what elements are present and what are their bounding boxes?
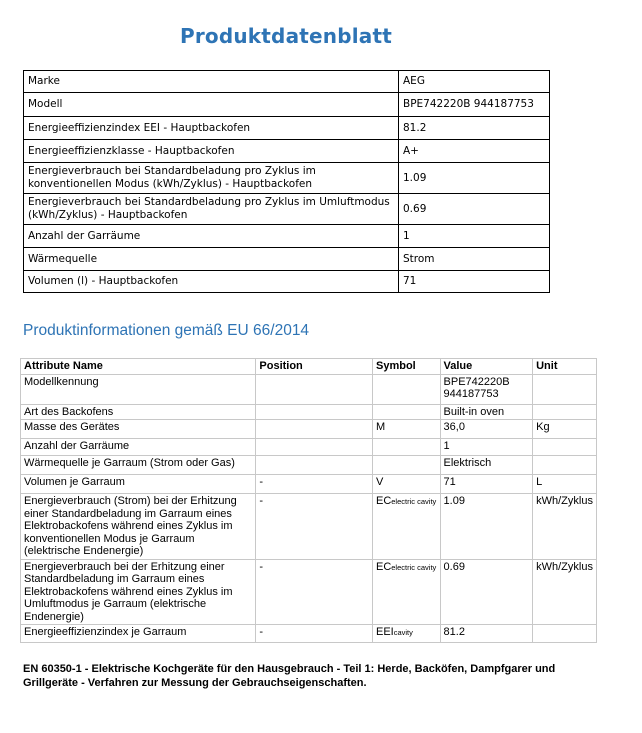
attribute-position bbox=[256, 439, 373, 456]
header-symbol: Symbol bbox=[372, 359, 440, 375]
attribute-symbol bbox=[372, 439, 440, 456]
header-attribute-name: Attribute Name bbox=[21, 359, 256, 375]
row-value: A+ bbox=[399, 140, 550, 163]
table-row bbox=[21, 404, 597, 420]
attribute-unit bbox=[533, 456, 597, 475]
attribute-position bbox=[256, 456, 373, 475]
attribute-name: Energieverbrauch bei der Erhitzung einer Standardbeladung im Garraum eines Elektrobackofens während eines Zyklus im Umluftmodus je Garraum (elektrische Endenergie) bbox=[21, 559, 256, 625]
table-row bbox=[21, 559, 597, 625]
attribute-unit: Kg bbox=[533, 420, 597, 439]
row-label: Energieverbrauch bei Standardbeladung pro Zyklus im Umluftmodus (kWh/Zyklus) - Hauptbackofen bbox=[24, 194, 399, 225]
attribute-unit bbox=[533, 404, 597, 420]
page-title: Produktdatenblatt bbox=[179, 24, 393, 48]
table-row bbox=[24, 93, 550, 117]
row-label: Marke bbox=[24, 71, 399, 93]
table-row bbox=[24, 248, 550, 271]
row-value: AEG bbox=[399, 71, 550, 93]
attribute-value: BPE742220B 944187753 bbox=[440, 374, 533, 404]
attribute-symbol bbox=[372, 404, 440, 420]
attribute-symbol: M bbox=[372, 420, 440, 439]
attribute-value: Built-in oven bbox=[440, 404, 533, 420]
product-sheet-table bbox=[23, 70, 550, 293]
row-label: Modell bbox=[24, 93, 399, 117]
row-label: Energieeffizienzindex EEI - Hauptbackofen bbox=[24, 117, 399, 140]
row-value: BPE742220B 944187753 bbox=[399, 93, 550, 117]
attribute-position bbox=[256, 420, 373, 439]
attribute-unit bbox=[533, 439, 597, 456]
row-value: 0.69 bbox=[399, 194, 550, 225]
section-heading: Produktinformationen gemäß EU 66/2014 bbox=[23, 322, 310, 339]
table-row bbox=[21, 475, 597, 494]
table-row bbox=[21, 420, 597, 439]
table-row bbox=[21, 494, 597, 560]
table-row bbox=[24, 140, 550, 163]
row-label: Energieeffizienzklasse - Hauptbackofen bbox=[24, 140, 399, 163]
attribute-name: Anzahl der Garräume bbox=[21, 439, 256, 456]
attribute-unit: L bbox=[533, 475, 597, 494]
row-value: 71 bbox=[399, 271, 550, 293]
attribute-value: 81.2 bbox=[440, 625, 533, 643]
row-value: 1.09 bbox=[399, 163, 550, 194]
attribute-value: 1 bbox=[440, 439, 533, 456]
row-value: Strom bbox=[399, 248, 550, 271]
attribute-value: 71 bbox=[440, 475, 533, 494]
attribute-position bbox=[256, 404, 373, 420]
attribute-unit bbox=[533, 374, 597, 404]
row-value: 1 bbox=[399, 225, 550, 248]
attribute-position: - bbox=[256, 559, 373, 625]
attribute-symbol bbox=[372, 456, 440, 475]
header-position: Position bbox=[256, 359, 373, 375]
attribute-name: Energieverbrauch (Strom) bei der Erhitzung einer Standardbeladung im Garraum eines Elektrobackofens während eines Zyklus im konventionellen Modus je Garraum (elektrische Endenergie) bbox=[21, 494, 256, 560]
attribute-position: - bbox=[256, 494, 373, 560]
product-info-table bbox=[20, 358, 597, 643]
attribute-position: - bbox=[256, 625, 373, 643]
attribute-position bbox=[256, 374, 373, 404]
row-label: Anzahl der Garräume bbox=[24, 225, 399, 248]
attribute-unit bbox=[533, 625, 597, 643]
header-unit: Unit bbox=[533, 359, 597, 375]
attribute-value: 36,0 bbox=[440, 420, 533, 439]
attribute-name: Wärmequelle je Garraum (Strom oder Gas) bbox=[21, 456, 256, 475]
attribute-name: Volumen je Garraum bbox=[21, 475, 256, 494]
table-row bbox=[24, 71, 550, 93]
attribute-value: 0.69 bbox=[440, 559, 533, 625]
table-row bbox=[24, 117, 550, 140]
table-row bbox=[24, 271, 550, 293]
header-row bbox=[21, 359, 597, 375]
table-row bbox=[21, 439, 597, 456]
table-row bbox=[21, 456, 597, 475]
row-label: Volumen (l) - Hauptbackofen bbox=[24, 271, 399, 293]
table-row bbox=[24, 163, 550, 194]
attribute-symbol: V bbox=[372, 475, 440, 494]
attribute-unit: kWh/Zyklus bbox=[533, 494, 597, 560]
attribute-name: Modellkennung bbox=[21, 374, 256, 404]
attribute-value: 1.09 bbox=[440, 494, 533, 560]
row-label: Energieverbrauch bei Standardbeladung pro Zyklus im konventionellen Modus (kWh/Zyklus) - Hauptbackofen bbox=[24, 163, 399, 194]
header-value: Value bbox=[440, 359, 533, 375]
attribute-symbol: ECelectric cavity bbox=[372, 494, 440, 560]
table-row bbox=[24, 194, 550, 225]
table-row bbox=[24, 225, 550, 248]
attribute-name: Energieeffizienzindex je Garraum bbox=[21, 625, 256, 643]
attribute-unit: kWh/Zyklus bbox=[533, 559, 597, 625]
attribute-name: Masse des Gerätes bbox=[21, 420, 256, 439]
attribute-name: Art des Backofens bbox=[21, 404, 256, 420]
table-row bbox=[21, 374, 597, 404]
table-row bbox=[21, 625, 597, 643]
attribute-value: Elektrisch bbox=[440, 456, 533, 475]
attribute-position: - bbox=[256, 475, 373, 494]
attribute-symbol: ECelectric cavity bbox=[372, 559, 440, 625]
attribute-symbol: EEIcavity bbox=[372, 625, 440, 643]
standard-footnote: EN 60350-1 - Elektrische Kochgeräte für den Hausgebrauch - Teil 1: Herde, Backöfen, Dampfgarer und Grillgeräte - Verfahren zur Messung der Gebrauchseigenschaften. bbox=[23, 663, 556, 689]
row-label: Wärmequelle bbox=[24, 248, 399, 271]
attribute-symbol bbox=[372, 374, 440, 404]
row-value: 81.2 bbox=[399, 117, 550, 140]
